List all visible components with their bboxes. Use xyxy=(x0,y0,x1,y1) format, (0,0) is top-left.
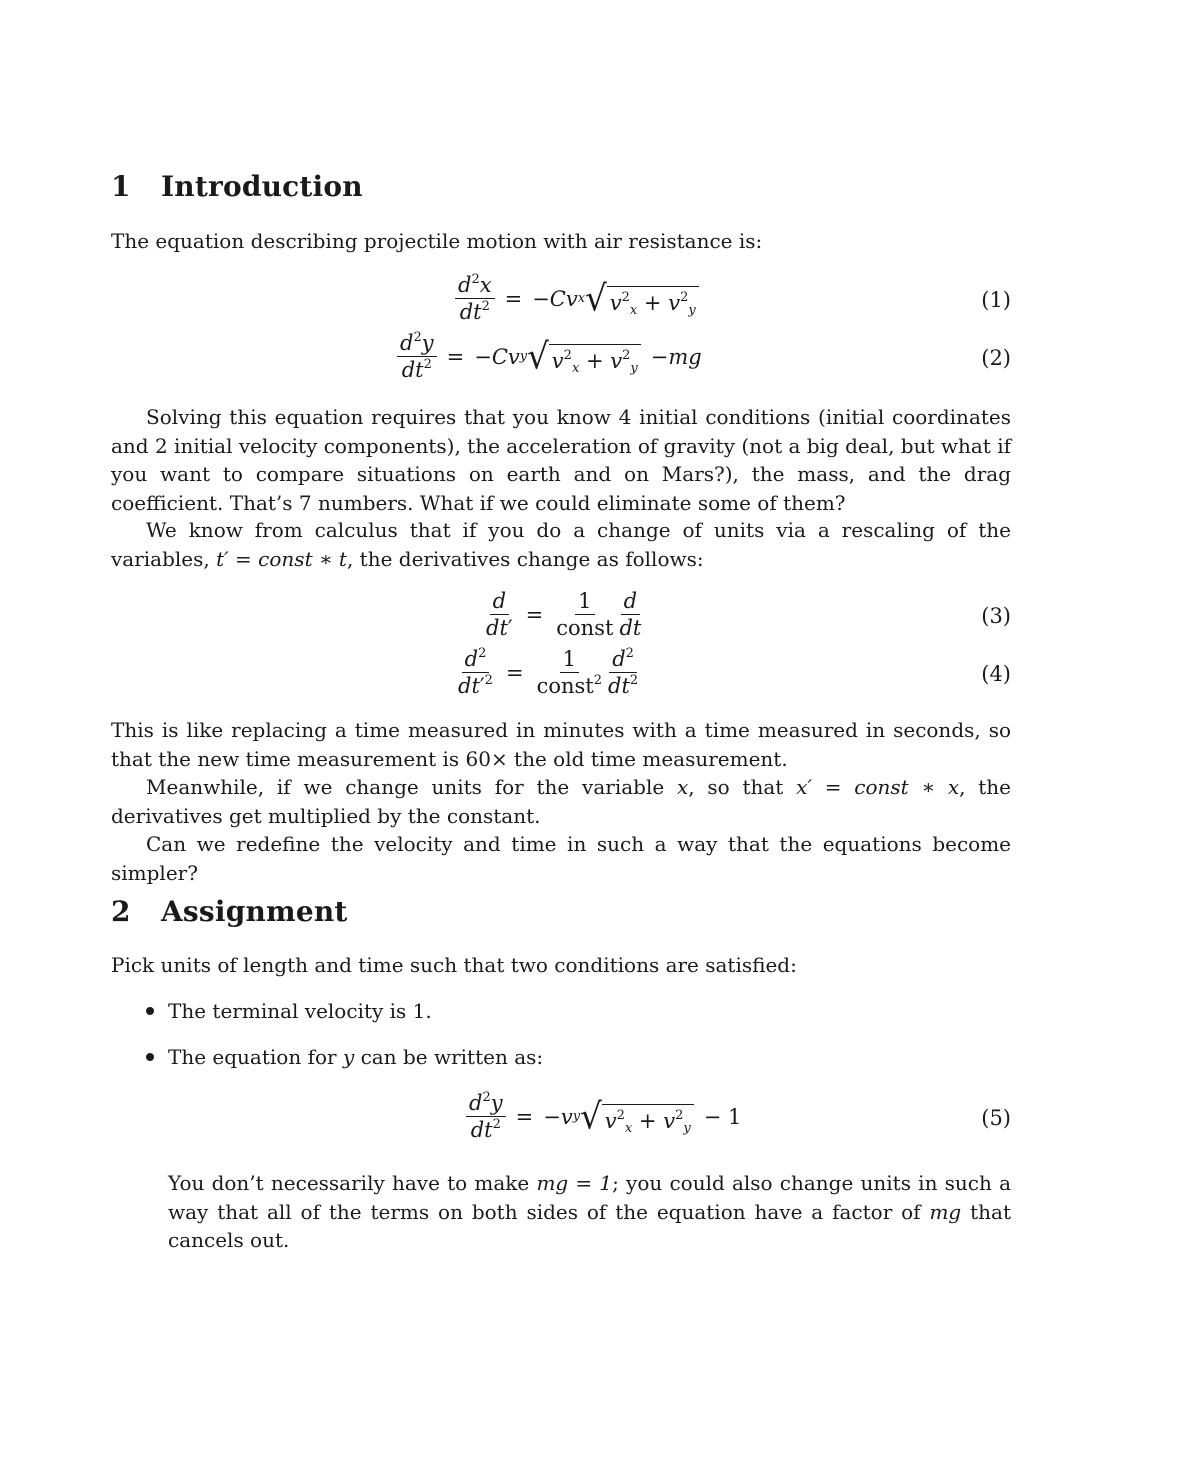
equation-1: $\frac{d^2x}{dt^2}$ = − Cv x √ $v^2_x + v^2_y$ (1) xyxy=(111,272,1011,332)
bullet-icon xyxy=(146,1053,154,1061)
bullet-text: The terminal velocity is 1. xyxy=(168,999,432,1023)
bullet-item xyxy=(146,997,432,1025)
section-number: 1 xyxy=(111,170,131,203)
assignment-note: You don’t necessarily have to make mg = 1; you could also change units in such a way that all of the terms on both sides of the equation have a factor of mg that cancels out. xyxy=(168,1171,1012,1252)
assignment-lead: Pick units of length and time such that two conditions are satisfied: xyxy=(111,953,797,977)
equation-2: $\frac{d^2y}{dt^2}$ = − Cv y √ $v^2_x + v^2_y$ − mg (2) xyxy=(111,330,1011,390)
equation-number: (4) xyxy=(981,662,1011,686)
intro-lead: The equation describing projectile motion with air resistance is: xyxy=(111,229,763,253)
intro-paragraph-4: Meanwhile, if we change units for the variable x, so that x′ = const ∗ x, the derivatives get multiplied by the constant. xyxy=(111,775,1011,828)
equation-5: $\frac{d^2y}{dt^2}$ = − v y √ $v^2_x + v^2_y$ − 1 (5) xyxy=(111,1090,1011,1150)
equation-number: (3) xyxy=(981,604,1011,628)
section-heading-introduction xyxy=(111,170,363,203)
bullet-text: The equation for y can be written as: xyxy=(168,1045,544,1069)
equation-3: $\frac{d}{dt'}$ = $\frac{1}{\text{const}}$ $\frac{d}{dt}$ (3) xyxy=(486,589,1011,640)
section-title: Assignment xyxy=(161,895,348,928)
intro-paragraph-3: This is like replacing a time measured in minutes with a time measured in seconds, so that the new time measurement is 60× the old time measurement. xyxy=(111,718,1011,771)
intro-paragraph-2: We know from calculus that if you do a change of units via a rescaling of the variables, t′ = const ∗ t, the derivatives change as follows: xyxy=(111,518,1011,571)
intro-paragraph-5: Can we redefine the velocity and time in such a way that the equations become simpler? xyxy=(111,832,1011,885)
bullet-icon xyxy=(146,1007,154,1015)
section-heading-assignment xyxy=(111,895,348,928)
equation-number: (1) xyxy=(981,288,1011,312)
equation-number: (5) xyxy=(981,1106,1011,1130)
section-number: 2 xyxy=(111,895,131,928)
equation-number: (2) xyxy=(981,346,1011,370)
section-title: Introduction xyxy=(161,170,363,203)
intro-paragraph-1: Solving this equation requires that you know 4 initial conditions (initial coordinates and 2 initial velocity components), the acceleration of gravity (not a big deal, but what if you want to compare situations on earth and on Mars?), the mass, and the drag coefficient. That’s 7 numbers. What if we could eliminate some of them? xyxy=(111,405,1011,515)
bullet-item xyxy=(146,1043,543,1071)
equation-4: $\frac{d^2}{dt'^2}$ = $\frac{1}{const^2}$ $\frac{d^2}{dt^2}$ (4) xyxy=(458,646,1011,698)
